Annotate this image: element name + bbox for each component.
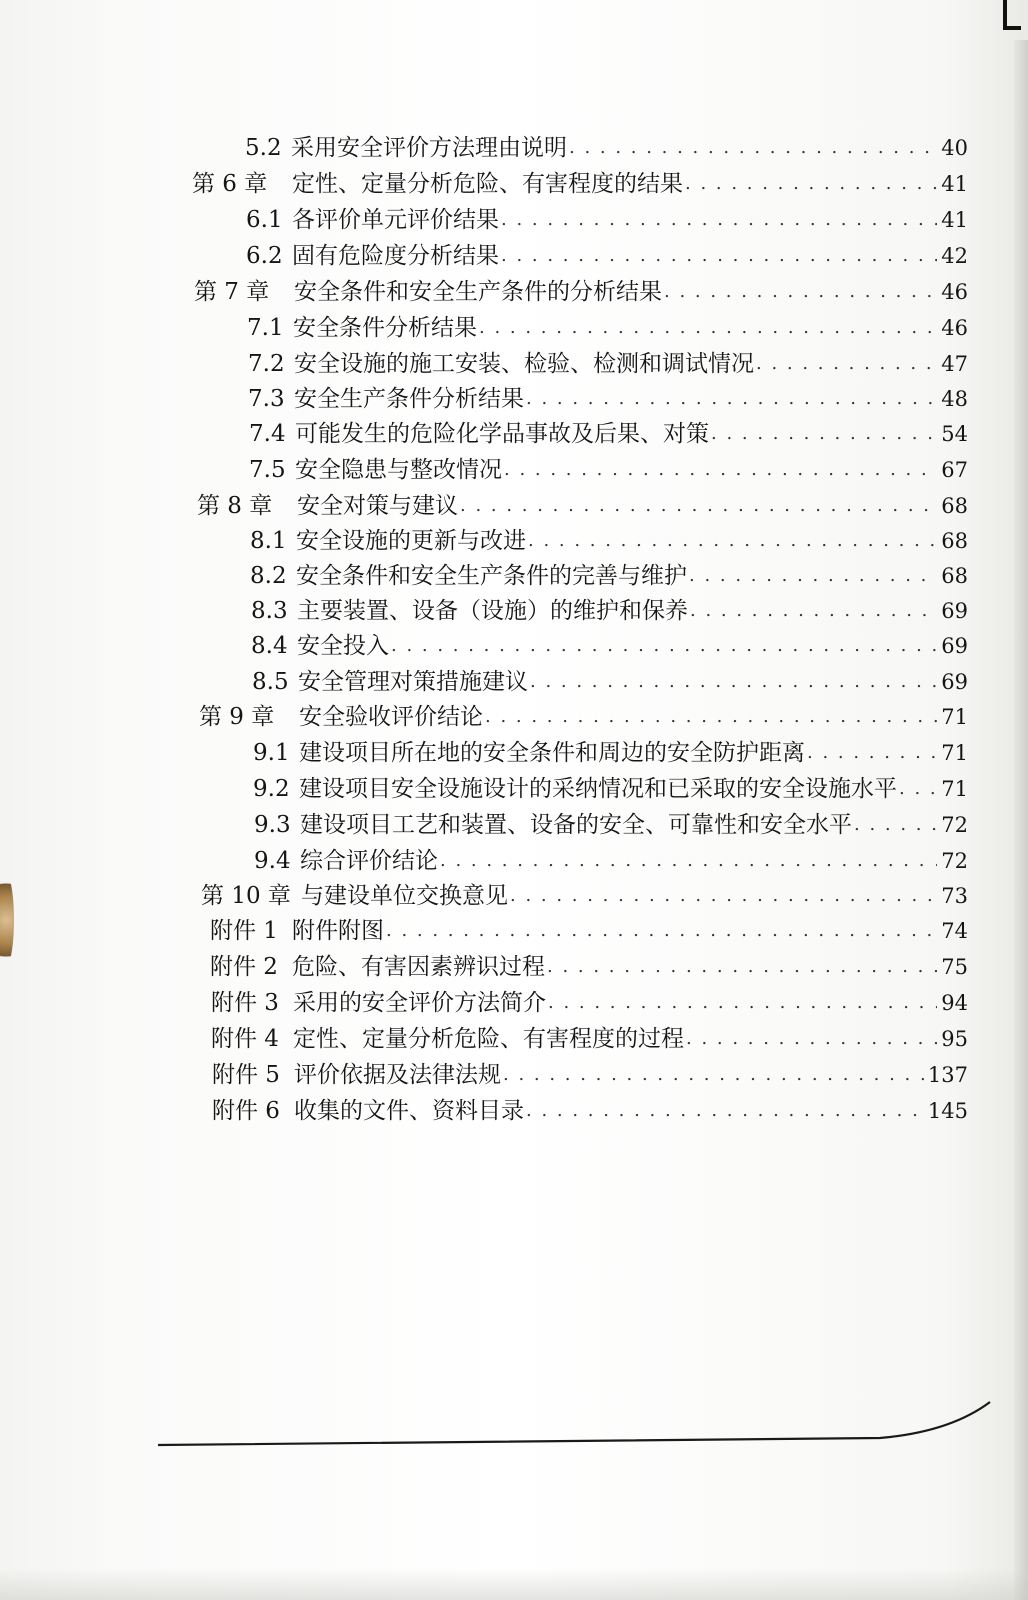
toc-entry[interactable] [248, 383, 968, 415]
toc-entry-number: 9.3 [254, 812, 291, 838]
toc-entry-title: 收集的文件、资料目录 [294, 1098, 524, 1124]
toc-entry-number: 9.2 [253, 776, 290, 802]
toc-leader-dots [548, 987, 937, 1019]
toc-entry-number: 6.2 [246, 243, 283, 269]
toc-entry-page: 68 [941, 494, 968, 518]
toc-entry-title: 综合评价结论 [300, 848, 438, 874]
toc-leader-dots [807, 737, 937, 769]
toc-entry-title: 危险、有害因素辨识过程 [292, 954, 545, 980]
toc-entry[interactable] [248, 348, 968, 380]
toc-entry-title: 固有危险度分析结果 [292, 243, 499, 269]
toc-entry-page: 41 [941, 208, 968, 232]
toc-leader-dots [440, 845, 937, 877]
toc-leader-dots [899, 773, 937, 805]
toc-entry-title: 安全条件和安全生产条件的分析结果 [294, 279, 662, 305]
toc-entry-title: 建设项目工艺和装置、设备的安全、可靠性和安全水平 [300, 812, 852, 838]
toc-entry-title: 安全验收评价结论 [299, 704, 483, 730]
toc-entry-title: 可能发生的危险化学品事故及后果、对策 [295, 421, 709, 447]
toc-entry-number: 第 6 章 [192, 171, 268, 197]
toc-entry-number: 8.2 [250, 563, 287, 589]
toc-leader-dots [690, 595, 937, 627]
toc-entry-title: 定性、定量分析危险、有害程度的过程 [293, 1026, 684, 1052]
toc-entry-number: 9.4 [254, 848, 291, 874]
toc-entry-page: 48 [941, 387, 968, 411]
toc-leader-dots [386, 915, 937, 947]
toc-entry-page: 73 [941, 884, 968, 908]
toc-leader-dots [391, 630, 937, 662]
scan-bottom-edge [0, 1568, 1028, 1600]
toc-entry-number: 附件 6 [212, 1098, 280, 1124]
toc-entry-page: 71 [941, 741, 968, 765]
toc-entry-number: 8.4 [251, 633, 288, 659]
toc-entry-number: 5.2 [245, 135, 282, 161]
toc-entry[interactable] [254, 845, 968, 877]
toc-leader-dots [503, 1059, 924, 1091]
toc-entry-number: 第 8 章 [197, 493, 273, 519]
toc-leader-dots [686, 1023, 937, 1055]
toc-leader-dots [530, 666, 937, 698]
toc-entry[interactable] [211, 987, 968, 1019]
toc-entry-number: 附件 2 [210, 954, 278, 980]
toc-entry-number: 7.3 [248, 386, 285, 412]
toc-entry[interactable] [212, 1095, 968, 1127]
toc-leader-dots [485, 701, 937, 733]
toc-entry-page: 67 [941, 458, 968, 482]
toc-entry[interactable] [192, 168, 968, 200]
toc-entry-number: 附件 4 [211, 1026, 279, 1052]
toc-entry-page: 68 [941, 529, 968, 553]
toc-entry-page: 69 [941, 634, 968, 658]
toc-leader-dots [479, 312, 937, 344]
toc-entry-page: 47 [941, 352, 968, 376]
toc-entry-page: 42 [941, 244, 968, 268]
toc-entry-number: 第 9 章 [199, 704, 275, 730]
toc-leader-dots [528, 525, 937, 557]
toc-entry[interactable] [197, 490, 968, 522]
toc-entry[interactable] [250, 525, 968, 557]
toc-entry[interactable] [210, 951, 968, 983]
toc-entry[interactable] [211, 1023, 968, 1055]
toc-entry[interactable] [247, 312, 968, 344]
toc-entry-page: 71 [941, 777, 968, 801]
toc-entry-title: 定性、定量分析危险、有害程度的结果 [292, 171, 683, 197]
toc-entry-page: 145 [927, 1099, 968, 1123]
toc-entry-title: 建设项目安全设施设计的采纳情况和已采取的安全设施水平 [299, 776, 897, 802]
toc-entry[interactable] [252, 666, 968, 698]
toc-leader-dots [526, 1095, 924, 1127]
toc-entry[interactable] [250, 560, 968, 592]
toc-entry-number: 附件 3 [211, 990, 279, 1016]
toc-entry-number: 附件 1 [210, 918, 278, 944]
toc-entry[interactable] [251, 595, 968, 627]
toc-leader-dots [854, 809, 937, 841]
toc-entry[interactable] [249, 454, 968, 486]
toc-entry-title: 安全隐患与整改情况 [295, 457, 502, 483]
toc-entry-page: 40 [941, 136, 968, 160]
toc-entry-title: 建设项目所在地的安全条件和周边的安全防护距离 [299, 740, 805, 766]
toc-entry-number: 8.5 [252, 669, 289, 695]
toc-entry-title: 各评价单元评价结果 [292, 207, 499, 233]
toc-entry-title: 主要装置、设备（设施）的维护和保养 [297, 598, 688, 624]
toc-entry-title: 与建设单位交换意见 [301, 883, 508, 909]
toc-entry-title: 采用安全评价方法理由说明 [291, 135, 567, 161]
toc-entry-number: 8.3 [251, 598, 288, 624]
toc-entry[interactable] [249, 418, 968, 450]
toc-entry-page: 46 [941, 316, 968, 340]
toc-entry-page: 137 [927, 1063, 968, 1087]
toc-entry-number: 7.1 [247, 315, 284, 341]
toc-leader-dots [685, 168, 937, 200]
toc-entry-title: 评价依据及法律法规 [294, 1062, 501, 1088]
toc-entry-title: 安全对策与建议 [297, 493, 458, 519]
toc-entry-page: 72 [941, 849, 968, 873]
toc-entry-title: 安全条件分析结果 [293, 315, 477, 341]
toc-entry-title: 安全生产条件分析结果 [294, 386, 524, 412]
toc-entry-page: 74 [941, 919, 968, 943]
toc-entry-number: 9.1 [253, 740, 290, 766]
toc-entry-number: 附件 5 [212, 1062, 280, 1088]
toc-leader-dots [756, 348, 937, 380]
toc-entry[interactable] [210, 915, 968, 947]
toc-entry-title: 安全管理对策措施建议 [298, 669, 528, 695]
toc-entry[interactable] [245, 132, 968, 164]
toc-entry-title: 附件附图 [292, 918, 384, 944]
toc-entry-page: 69 [941, 599, 968, 623]
toc-entry[interactable] [194, 276, 968, 308]
toc-entry-title: 安全投入 [297, 633, 389, 659]
toc-entry[interactable] [212, 1059, 968, 1091]
toc-entry[interactable] [251, 630, 968, 662]
toc-entry-page: 54 [941, 422, 968, 446]
toc-entry[interactable] [246, 240, 968, 272]
toc-entry-page: 95 [941, 1027, 968, 1051]
toc-leader-dots [689, 560, 937, 592]
footer-rule [0, 1380, 1028, 1500]
toc-leader-dots [460, 490, 937, 522]
toc-leader-dots [510, 880, 937, 912]
toc-entry-page: 72 [941, 813, 968, 837]
toc-entry[interactable] [201, 880, 968, 912]
toc-leader-dots [504, 454, 937, 486]
toc-leader-dots [501, 240, 937, 272]
toc-entry-page: 68 [941, 564, 968, 588]
toc-leader-dots [664, 276, 937, 308]
toc-leader-dots [547, 951, 937, 983]
toc-entry-title: 安全条件和安全生产条件的完善与维护 [296, 563, 687, 589]
toc-entry[interactable] [253, 737, 968, 769]
toc-entry-page: 75 [941, 955, 968, 979]
toc-leader-dots [501, 204, 937, 236]
toc-entry-number: 7.4 [249, 421, 286, 447]
toc-entry[interactable] [253, 773, 968, 805]
toc-entry-title: 采用的安全评价方法简介 [293, 990, 546, 1016]
toc-leader-dots [569, 132, 937, 164]
toc-entry-page: 41 [941, 172, 968, 196]
toc-entry-title: 安全设施的施工安装、检验、检测和调试情况 [294, 351, 754, 377]
toc-leader-dots [711, 418, 937, 450]
toc-entry-title: 安全设施的更新与改进 [296, 528, 526, 554]
toc-entry-page: 69 [941, 670, 968, 694]
toc-entry-number: 6.1 [246, 207, 283, 233]
toc-entry-page: 46 [941, 280, 968, 304]
toc-entry-number: 第 7 章 [194, 279, 270, 305]
toc-entry-number: 7.5 [249, 457, 286, 483]
toc-leader-dots [526, 383, 937, 415]
toc-entry[interactable] [246, 204, 968, 236]
toc-entry-page: 71 [941, 705, 968, 729]
toc-entry-number: 7.2 [248, 351, 285, 377]
toc-entry[interactable] [199, 701, 968, 733]
toc-entry-number: 第 10 章 [201, 883, 291, 909]
toc-entry-page: 94 [941, 991, 968, 1015]
toc-entry[interactable] [254, 809, 968, 841]
toc-entry-number: 8.1 [250, 528, 287, 554]
